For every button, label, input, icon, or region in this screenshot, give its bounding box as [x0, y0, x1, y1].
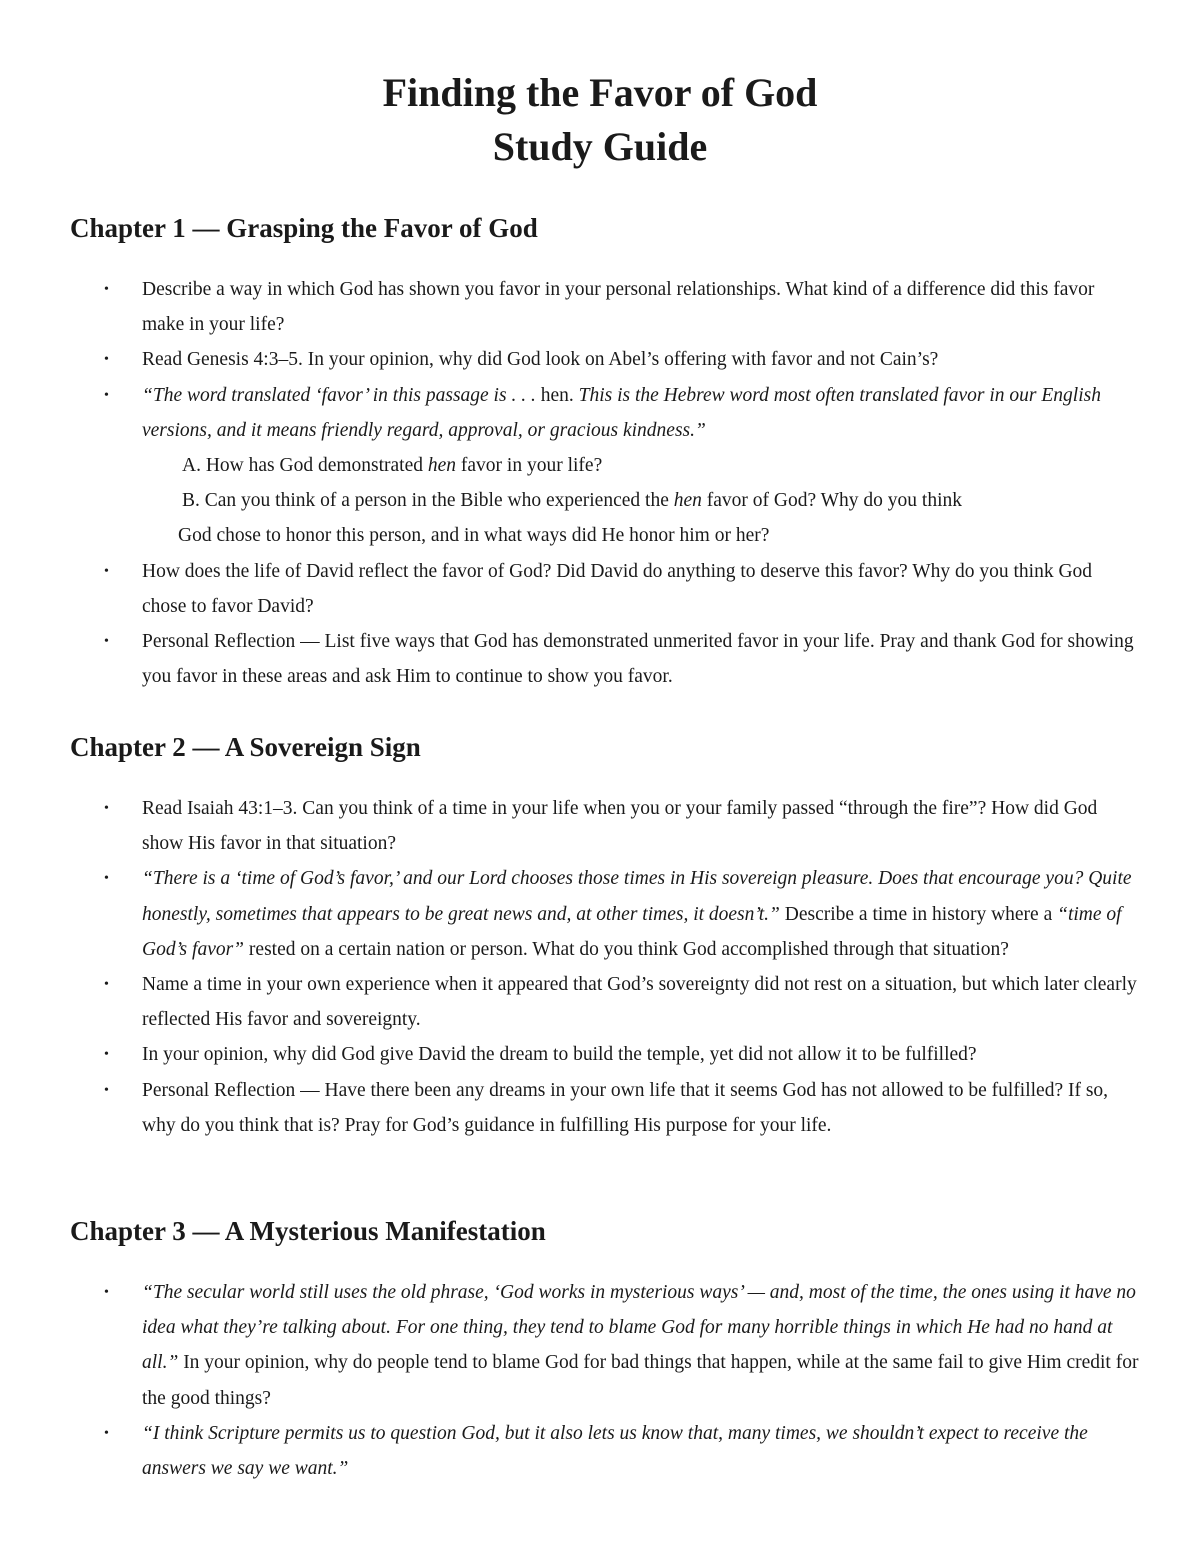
sub-text: B. Can you think of a person in the Bible who experienced the	[182, 490, 674, 512]
bullet-icon: •	[104, 1082, 109, 1098]
question-text: Read Isaiah 43:1–3. Can you think of a time in your life when you or your family passed “through the fire”? How did God show His favor in that situation?	[142, 798, 1098, 855]
question-text: Describe a way in which God has shown you favor in your personal relationships. What kind of a difference did this favor make in your life?	[142, 279, 1095, 336]
quote-text: This is the Hebrew word most often translated favor in our English versions, and it means friendly regard, approval, or gracious kindness.”	[142, 384, 1101, 441]
chapter-2-section	[70, 729, 1140, 1143]
list-item	[70, 1037, 1140, 1072]
bullet-icon: •	[104, 871, 109, 887]
question-text: Read Genesis 4:3–5. In your opinion, why did God look on Abel’s offering with favor and not Cain’s?	[142, 349, 939, 371]
list-item	[70, 624, 1140, 694]
quote-text: “The secular world still uses the old phrase, ‘God works in mysterious ways’ — and, most of the time, the ones using it have no idea what they’re talking about. For one thing, they tend to blame God for many horrible things in which He had no hand at all.”	[142, 1282, 1136, 1374]
quote-text: “The word translated ‘favor’ in this passage is . . .	[142, 384, 536, 406]
quote-text: “time of God’s favor”	[142, 903, 1122, 960]
sub-italic-word: hen	[673, 490, 702, 512]
sub-text: favor of God? Why do you think	[701, 490, 963, 512]
question-text: In your opinion, why do people tend to blame God for bad things that happen, while at the same fail to give Him credit for the good things?	[142, 1352, 1139, 1409]
question-text: How does the life of David reflect the favor of God? Did David do anything to deserve this favor? Why do you think God chose to favor David?	[142, 560, 1093, 617]
chapter-2-question-list	[70, 791, 1140, 1143]
list-item	[70, 272, 1140, 342]
bullet-icon: •	[104, 1047, 109, 1063]
chapter-1-heading: Chapter 1 — Grasping the Favor of God	[70, 213, 538, 243]
quote-text: “There is a ‘time of God’s favor,’ and our Lord chooses those times in His sovereign pleasure. Does that encourage you? Quite honestly, sometimes that appears to be great news and, at other times, it doesn’t.”	[142, 868, 1132, 925]
list-item	[70, 967, 1140, 1037]
chapter-1-section	[70, 210, 1140, 694]
list-item	[70, 791, 1140, 861]
chapter-3-heading: Chapter 3 — A Mysterious Manifestation	[70, 1216, 546, 1246]
list-item	[70, 378, 1140, 554]
list-item	[70, 1073, 1140, 1143]
list-item	[70, 342, 1140, 377]
sub-text: favor in your life?	[456, 455, 603, 477]
quote-text: “I think Scripture permits us to question God, but it also lets us know that, many times, we shouldn’t expect to receive the answers we say we want.”	[142, 1422, 1088, 1480]
chapter-1-question-list	[70, 272, 1140, 694]
chapter-3-section	[70, 1213, 1140, 1486]
list-item	[70, 1275, 1140, 1416]
bullet-icon: •	[104, 282, 109, 297]
bullet-icon: •	[104, 563, 109, 579]
chapter-3-question-list	[70, 1275, 1140, 1486]
plain-word: hen.	[535, 384, 579, 406]
list-item	[70, 1416, 1140, 1486]
sub-text: A. How has God demonstrated	[182, 455, 428, 477]
list-item	[70, 861, 1140, 967]
bullet-icon: •	[104, 387, 109, 403]
question-text: Personal Reflection — Have there been any dreams in your own life that it seems God has not allowed to be fulfilled? If so, why do you think that is? Pray for God’s guidance in fulfilling His purpose for your life.	[142, 1079, 1109, 1136]
bullet-icon: •	[104, 977, 109, 993]
question-text: Describe a time in history where a	[779, 903, 1058, 925]
question-text: Name a time in your own experience when it appeared that God’s sovereignty did not rest on a situation, but which later clearly reflected His favor and sovereignty.	[142, 974, 1137, 1031]
sub-question-b-continued: God chose to honor this person, and in what ways did He honor him or her?	[178, 525, 770, 547]
title-line-1: Finding the Favor of God	[382, 70, 818, 115]
sub-question-a	[142, 448, 1140, 483]
question-text: Personal Reflection — List five ways that God has demonstrated unmerited favor in your life. Pray and thank God for showing you favor in these areas and ask Him to continue to show you favor.	[142, 631, 1134, 688]
list-item	[70, 554, 1140, 624]
title-line-2: Study Guide	[492, 124, 708, 169]
bullet-icon: •	[104, 634, 109, 650]
bullet-icon: •	[104, 1425, 109, 1441]
sub-italic-word: hen	[427, 455, 457, 477]
bullet-icon: •	[104, 1285, 109, 1300]
question-text: rested on a certain nation or person. What do you think God accomplished through that situation?	[244, 938, 1009, 960]
question-text: In your opinion, why did God give David the dream to build the temple, yet did not allow it to be fulfilled?	[142, 1044, 977, 1066]
page-title	[0, 66, 1200, 174]
bullet-icon: •	[104, 352, 109, 368]
sub-question-b	[142, 483, 1140, 518]
chapter-2-heading: Chapter 2 — A Sovereign Sign	[70, 732, 421, 762]
bullet-icon: •	[104, 801, 109, 816]
